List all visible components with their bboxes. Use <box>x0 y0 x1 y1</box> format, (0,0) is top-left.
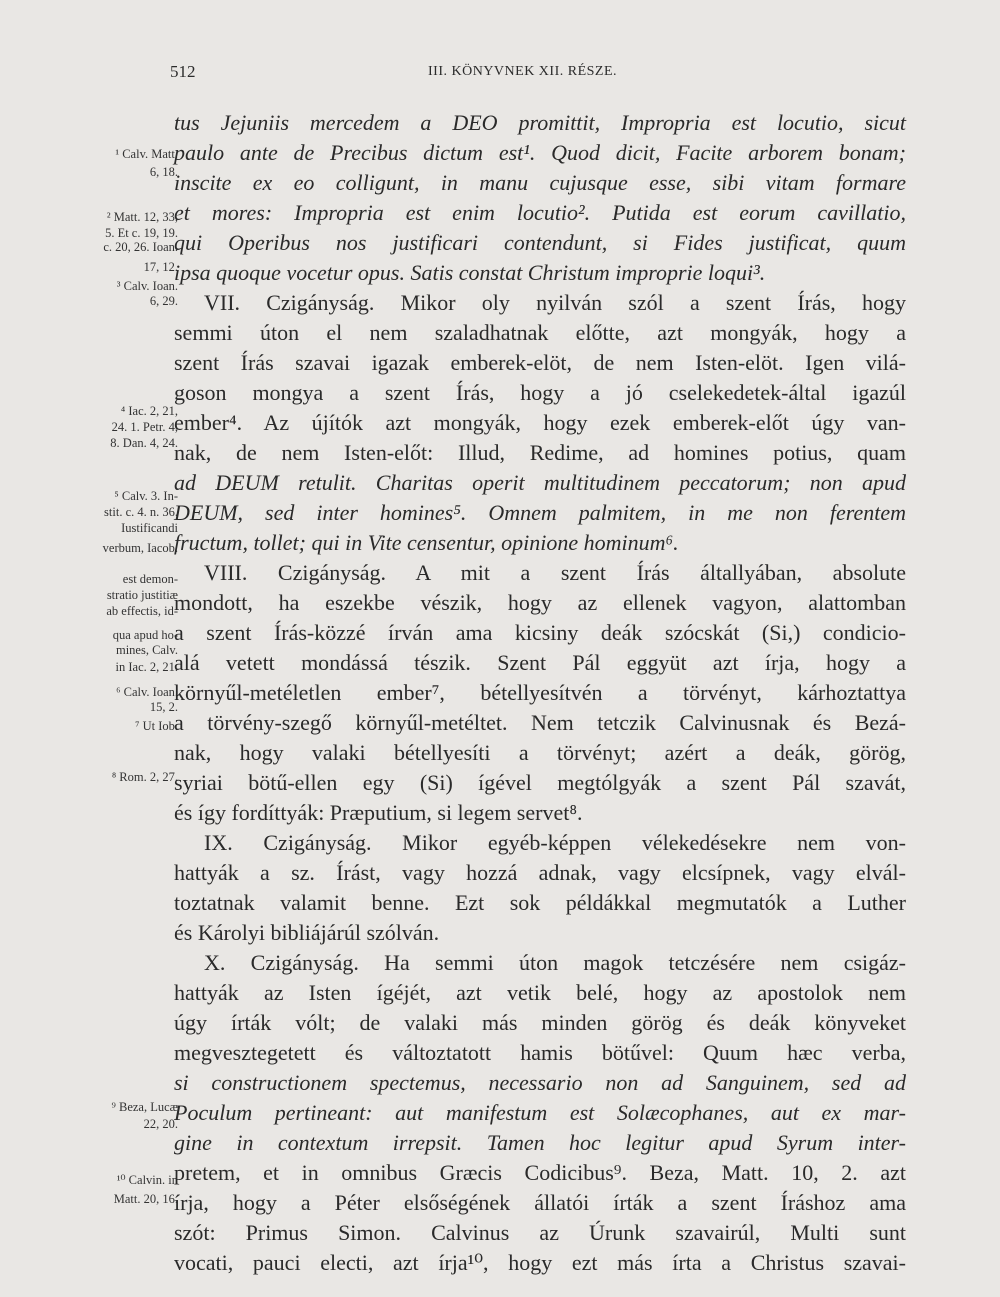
margin-note: c. 20, 26. Ioan. <box>103 240 178 254</box>
margin-note: ab effectis, id- <box>106 604 178 618</box>
text-line: alá vetett mondássá tészik. Szent Pál eggyüt azt írja, hogy a <box>174 650 906 675</box>
text-line: fructum, tollet; qui in Vite censentur, opinione hominum⁶. <box>174 530 679 555</box>
margin-note: Matt. 20, 16. <box>113 1192 178 1206</box>
margin-note: est demon- <box>122 572 178 586</box>
margin-note: ⁹ Beza, Lucæ <box>111 1100 178 1114</box>
text-line: VIII. Czigányság. A mit a szent Írás általlyában, absolute <box>204 560 906 585</box>
main-text <box>174 0 906 1297</box>
text-line: toztatnak valamit benne. Ezt sok példákkal megmutatók a Luther <box>174 890 906 915</box>
margin-note: 6, 29. <box>149 294 178 308</box>
text-line: írja, hogy a Péter elsőségének állatói írták a szent Íráshoz ama <box>174 1190 906 1215</box>
text-line: pretem, et in omnibus Græcis Codicibus⁹. Beza, Matt. 10, 2. azt <box>174 1160 906 1185</box>
text-line: IX. Czigányság. Mikor egyéb-képpen vélekedésekre nem von- <box>204 830 906 855</box>
text-line: inscite ex eo colligunt, in manu cujusque esse, sibi vitam formare <box>174 170 906 195</box>
text-line: vocati, pauci electi, azt írja¹⁰, hogy ezt más írta a Christus szavai- <box>174 1250 906 1275</box>
margin-note: in Iac. 2, 21. <box>115 660 178 674</box>
margin-note: verbum, Iacob. <box>102 541 178 555</box>
text-line: X. Czigányság. Ha semmi úton magok tetczésére nem csigáz- <box>204 950 906 975</box>
margin-note: ⁸ Rom. 2, 27. <box>111 770 178 784</box>
text-line: a szent Írás-közzé írván ama kicsiny deák szócskát (Si,) condicio- <box>174 620 906 645</box>
text-line: paulo ante de Precibus dictum est¹. Quod dicit, Facite arborem bonam; <box>174 140 906 165</box>
margin-note: Iustificandi <box>121 521 178 535</box>
page-number: 512 <box>170 62 196 81</box>
text-line: a törvény-szegő környűl-metéltet. Nem tetczik Calvinusnak és Bezá- <box>174 710 906 735</box>
text-line: ad DEUM retulit. Charitas operit multitudinem peccatorum; non apud <box>174 470 906 495</box>
margin-note: ⁴ Iac. 2, 21, <box>120 404 178 418</box>
text-line: nak, de nem Isten-előt: Illud, Redime, ad homines potius, quam <box>174 440 906 465</box>
margin-note: mines, Calv. <box>115 643 178 657</box>
margin-note: ⁷ Ut Iob. <box>135 719 178 733</box>
text-line: ipsa quoque vocetur opus. Satis constat Christum improprie loqui³. <box>174 260 766 285</box>
margin-note: 8. Dan. 4, 24. <box>110 436 178 450</box>
margin-notes <box>48 0 178 1297</box>
margin-note: 6, 18. <box>149 165 178 179</box>
text-line: VII. Czigányság. Mikor oly nyilván szól a szent Írás, hogy <box>204 290 906 315</box>
text-line: et mores: Impropria est enim locutio². Putida est eorum cavillatio, <box>174 200 906 225</box>
text-line: hattyák az Isten ígéjét, azt vetik belé, hogy az apostolok nem <box>174 980 906 1005</box>
text-line: megvesztegetett és változtatott hamis bötűvel: Quum hæc verba, <box>174 1040 906 1065</box>
margin-note: 15, 2. <box>149 700 178 714</box>
running-head: III. KÖNYVNEK XII. RÉSZE. <box>428 64 618 79</box>
text-line: hattyák a sz. Írást, vagy hozzá adnak, vagy elcsípnek, vagy elvál- <box>174 860 906 885</box>
text-line: DEUM, sed inter homines⁵. Omnem palmitem, in me non ferentem <box>174 500 906 525</box>
margin-note: ² Matt. 12, 33, <box>106 210 178 224</box>
text-line: és Károlyi bibliájárúl szólván. <box>174 920 440 945</box>
text-line: syriai bötű-ellen egy (Si) ígével megtólgyák a szent Pál szavát, <box>174 770 906 795</box>
text-line: úgy írták vólt; de valaki más minden görög és deák könyveket <box>174 1010 906 1035</box>
margin-note: ³ Calv. Ioan. <box>116 279 178 293</box>
text-line: Poculum pertineant: aut manifestum est Solæcophanes, aut ex mar- <box>174 1100 906 1125</box>
margin-note: ¹⁰ Calvin. in <box>116 1173 178 1187</box>
text-line: szót: Primus Simon. Calvinus az Úrunk szavairúl, Multi sunt <box>174 1220 906 1245</box>
text-line: ember⁴. Az újítók azt mongyák, hogy ezek emberek-előt úgy van- <box>174 410 906 435</box>
text-line: mondott, ha eszekbe vészik, hogy az ellenek vagyon, alattomban <box>174 590 906 615</box>
margin-note: 24. 1. Petr. 4, <box>111 420 178 434</box>
margin-note: 5. Et c. 19, 19. <box>105 226 178 240</box>
text-line: qui Operibus nos justificari contendunt, si Fides justificat, quum <box>174 230 906 255</box>
text-line: semmi úton el nem szaladhatnak előtte, azt mongyák, hogy a <box>174 320 906 345</box>
margin-note: ¹ Calv. Matt. <box>115 147 178 161</box>
text-line: tus Jejuniis mercedem a DEO promittit, Impropria est locutio, sicut <box>174 110 906 135</box>
margin-note: 17, 12. <box>143 260 178 274</box>
text-line: si constructionem spectemus, necessario non ad Sanguinem, sed ad <box>174 1070 906 1095</box>
margin-note: stit. c. 4. n. 36. <box>104 505 178 519</box>
margin-note: qua apud ho- <box>112 628 178 642</box>
margin-note: ⁵ Calv. 3. In- <box>114 489 178 503</box>
text-line: gine in contextum irrepsit. Tamen hoc legitur apud Syrum inter- <box>174 1130 906 1155</box>
margin-note: stratio justitiæ <box>106 588 178 602</box>
text-line: környűl-metéletlen ember⁷, bétellyesítvén a törvényt, kárhoztattya <box>174 680 906 705</box>
text-line: és így fordíttyák: Præputium, si legem servet⁸. <box>174 800 583 825</box>
margin-note: 22, 20. <box>143 1117 178 1131</box>
text-line: szent Írás szavai igazak emberek-elöt, de nem Isten-elöt. Igen vilá- <box>174 350 906 375</box>
text-line: nak, hogy valaki bétellyesíti a törvényt; azért a deák, görög, <box>174 740 906 765</box>
text-line: goson mongya a szent Írás, hogy a jó cselekedetek-által igazúl <box>174 380 906 405</box>
margin-note: ⁶ Calv. Ioan. <box>116 685 178 699</box>
